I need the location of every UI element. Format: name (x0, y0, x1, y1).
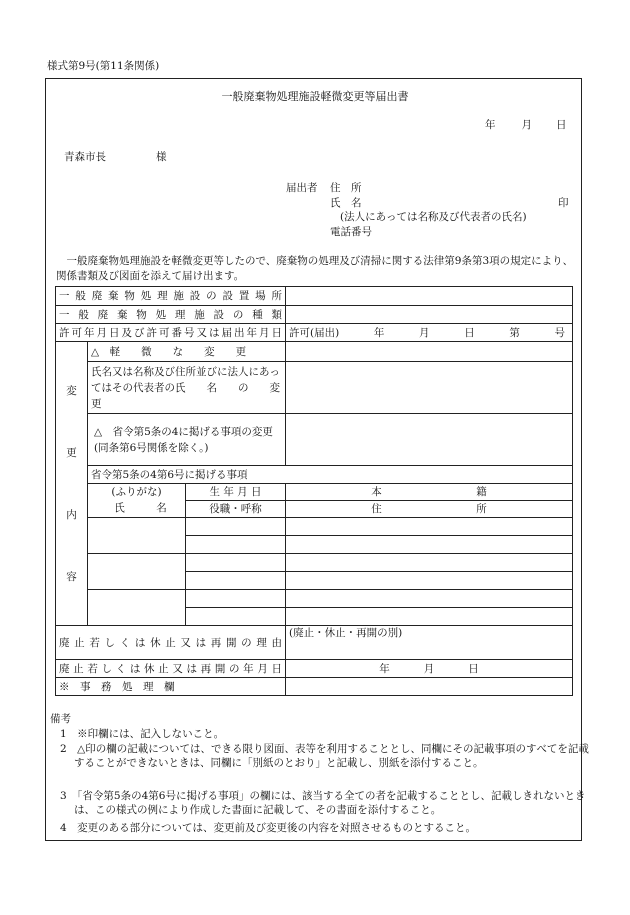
permit-month: 月 (419, 326, 430, 339)
person-3-jusho[interactable] (286, 608, 573, 626)
abolish-date-label: 廃止若しくは休止又は再開の年月日 (56, 660, 286, 678)
permit-year: 年 (373, 326, 385, 339)
person-1-name[interactable] (88, 518, 186, 554)
person-3-position[interactable] (186, 608, 286, 626)
minor-change-label: △ 軽 微 な 変 更 (88, 342, 286, 362)
person-1-honseki[interactable] (286, 518, 573, 536)
name-change-value[interactable] (286, 362, 573, 414)
row-permit-label: 許可年月日及び許可番号又は届出年月日 (56, 324, 286, 342)
seal-mark: 印 (558, 197, 569, 209)
name-change-label: 氏名又は名称及び住所並びに法人にあってはその代表者の氏 名 の 変 更 (88, 362, 286, 414)
permit-day: 日 (464, 326, 475, 339)
ordinance-change-value[interactable] (286, 414, 573, 466)
form-number: 様式第9号(第11条関係) (47, 60, 160, 72)
notifier-name-label: 氏 名 (330, 197, 362, 209)
position-header: 役職・呼称 (186, 501, 286, 518)
abolish-date-value[interactable] (286, 660, 573, 678)
person-3-birth[interactable] (186, 590, 286, 608)
person-3-honseki[interactable] (286, 590, 573, 608)
person-2-honseki[interactable] (286, 554, 573, 572)
person-1-birth[interactable] (186, 518, 286, 536)
permit-prefix: 許可(届出) (289, 326, 340, 339)
date-day: 日 (556, 119, 567, 131)
note-item-1: 1 ※印欄には、記入しないこと。 (60, 728, 225, 740)
addressee (64, 149, 167, 164)
corp-note: (法人にあっては名称及び代表者の氏名) (340, 211, 527, 223)
note-item-3: 3 「省令第5条の4第6号に掲げる事項」の欄には、該当する全ての者を記載することとし、記載しきれないときは、この様式の例により作成した書面に記載して、その書面を添付すること。 (60, 790, 586, 816)
row-location-value[interactable] (286, 287, 573, 306)
notifier-address-label: 住 所 (330, 182, 362, 194)
date-month: 月 (521, 119, 532, 131)
office-use-label: ※ 事 務 処 理 欄 (56, 678, 286, 696)
abolish-day: 日 (468, 662, 479, 675)
date-year: 年 (485, 119, 496, 131)
person-2-position[interactable] (186, 572, 286, 590)
abolish-year: 年 (379, 662, 390, 675)
abolish-reason-label: 廃止若しくは休止又は再開の理由 (56, 626, 286, 660)
notes-heading: 備考 (50, 713, 71, 725)
abolish-month: 月 (423, 662, 435, 675)
jusho-header: 住 所 (286, 501, 573, 518)
permit-go: 号 (554, 326, 565, 339)
honseki-header: 本 籍 (286, 484, 573, 501)
person-1-position[interactable] (186, 536, 286, 554)
note-item-4: 4 変更のある部分については、変更前及び変更後の内容を対照させるものとすること。 (60, 822, 476, 834)
row-permit-value[interactable] (286, 324, 573, 342)
note-item-2: 2 △印の欄の記載については、できる限り図面、表等を利用することとし、同欄にその記載事項のすべてを記載することができないときは、同欄に「別紙のとおり」と記載し、別紙を添付すること。 (60, 743, 589, 769)
addressee-honorific: 様 (156, 151, 167, 163)
office-use-value[interactable] (286, 678, 573, 696)
row-type-label: 一般廃棄物処理施設の種類 (56, 306, 286, 324)
ordinance-no6-label: 省令第5条の4第6号に掲げる事項 (88, 466, 573, 484)
ordinance-change-label: △ 省令第5条の4に掲げる事項の変更(同条第6号関係を除く。) (88, 414, 286, 466)
notifier-label: 届出者 (286, 182, 318, 194)
abolish-reason-value[interactable] (286, 626, 573, 660)
person-3-name[interactable] (88, 590, 186, 626)
phone-label: 電話番号 (330, 226, 372, 238)
person-2-birth[interactable] (186, 554, 286, 572)
person-2-name[interactable] (88, 554, 186, 590)
furigana-name-header (88, 484, 186, 518)
notification-table (55, 286, 573, 696)
change-content-vertical-label: 変 更 内 容 (56, 342, 88, 626)
body-text: 一般廃棄物処理施設を軽微変更等したので、廃棄物の処理及び清掃に関する法律第9条第3項の規定により、関係書類及び図面を添えて届け出ます。 (56, 255, 574, 282)
abolish-type-note: (廃止・休止・再開の別) (289, 627, 403, 639)
date-line (485, 117, 567, 132)
row-location-label: 一般廃棄物処理施設の設置場所 (56, 287, 286, 306)
birth-header: 生 年 月 日 (186, 484, 286, 501)
person-1-jusho[interactable] (286, 536, 573, 554)
permit-no: 第 (509, 326, 520, 339)
row-type-value[interactable] (286, 306, 573, 324)
minor-change-value[interactable] (286, 342, 573, 362)
furigana-label: (ふりがな) (111, 486, 162, 498)
addressee-name: 青森市長 (64, 151, 106, 163)
shimei-label: 氏 名 (114, 502, 167, 514)
form-title: 一般廃棄物処理施設軽微変更等届出書 (221, 90, 409, 103)
person-2-jusho[interactable] (286, 572, 573, 590)
